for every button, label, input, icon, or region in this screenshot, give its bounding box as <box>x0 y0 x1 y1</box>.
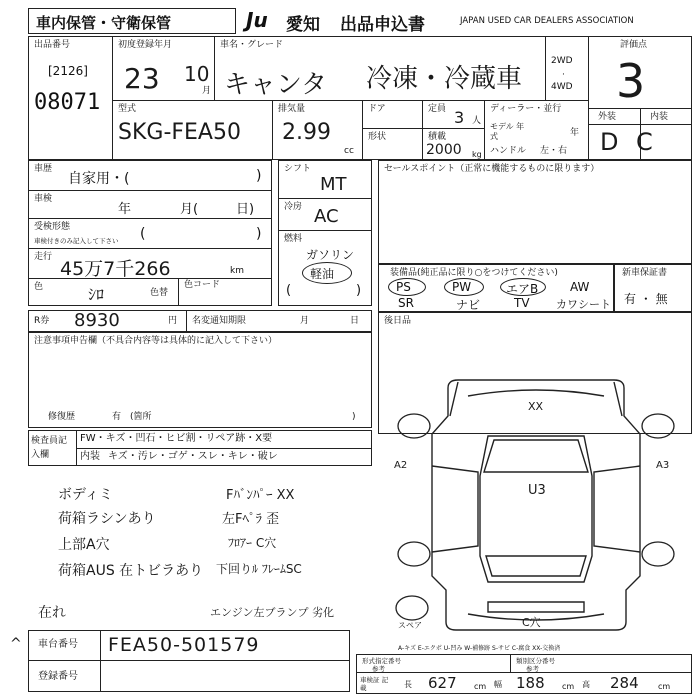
registration-label: 初度登録年月 <box>118 40 173 50</box>
repair-place-close: ) <box>352 412 356 422</box>
handle-label: ハンドル <box>490 146 527 156</box>
hw-note-1: ボディミ <box>58 487 113 503</box>
association-name: JAPAN USED CAR DEALERS ASSOCIATION <box>460 16 634 26</box>
color-change-label: 色替 <box>150 288 169 298</box>
chassis-value: FEA50-501579 <box>108 634 260 656</box>
model-value: SKG-FEA50 <box>118 120 241 145</box>
spec-ref: 参考 <box>372 665 385 673</box>
mark-c-hole: C穴 <box>522 616 541 629</box>
color-code-label: 色コード <box>184 280 221 290</box>
form-title: 出品申込書 <box>340 15 425 35</box>
notes-box <box>28 332 372 428</box>
color-value: ｼﾛ <box>88 285 105 304</box>
equipment-label: 装備品(純正品に限り○をつけてください) <box>390 268 558 278</box>
chassis-label: 車台番号 <box>38 639 78 650</box>
vehicle-diagram <box>378 376 692 646</box>
drive-2wd: 2WD <box>551 56 573 66</box>
spare-tire <box>396 596 428 620</box>
aircon-label: 冷房 <box>284 202 303 212</box>
fuel-paren-right: ) <box>356 283 362 298</box>
shift-value: MT <box>320 174 347 195</box>
front-bumper <box>468 390 604 396</box>
windshield <box>484 440 588 472</box>
inspector-row2-label: 内装 <box>80 451 100 462</box>
wheel-front-right <box>642 414 674 438</box>
fuel-selected: 軽油 <box>310 267 335 281</box>
notice-month: 月 <box>300 316 310 326</box>
right-door <box>594 466 640 552</box>
inspection-year: 年 <box>118 202 132 217</box>
car-grade-value: 冷凍・冷蔵車 <box>366 64 523 94</box>
registration-month: 10 <box>184 62 210 86</box>
notice-label: 名変通知期限 <box>192 316 247 326</box>
repair-place-label: (箇所 <box>130 412 152 422</box>
equip-seat: カワシート <box>556 298 611 311</box>
history-value: 自家用・( <box>68 171 130 187</box>
exterior-grade: D <box>600 128 619 156</box>
equip-pw: PW <box>452 280 472 294</box>
notes-label: 注意事項申告欄（不具合内容等は具体的に記入して下さい） <box>34 336 278 346</box>
registration-month-unit: 月 <box>202 86 212 96</box>
recycle-unit: 円 <box>168 316 178 326</box>
class-ref: 参考 <box>526 665 539 673</box>
evaluation-score: 3 <box>616 54 646 108</box>
handle-options: 左・右 <box>540 146 568 156</box>
equip-aw: AW <box>570 280 590 294</box>
width-value: 188 <box>516 674 545 692</box>
interior-grade: C <box>636 128 653 156</box>
receiving-label: 受検形態 <box>34 222 71 232</box>
width-unit: cm <box>562 682 575 691</box>
fuel-label: 燃料 <box>284 234 303 244</box>
margin-mark: ^ <box>10 636 22 652</box>
height-label: 高 <box>582 680 590 689</box>
hw-note-3: 上部A穴 <box>58 537 110 553</box>
receiving-note: 車検付きのみ記入して下さい <box>34 237 119 245</box>
mark-u3: U3 <box>528 483 546 498</box>
plate-label: 登録番号 <box>38 671 78 682</box>
capacity-value: 3 <box>454 108 465 127</box>
load-label: 積載 <box>428 132 447 142</box>
class-label: 類別区分番号 <box>516 657 555 665</box>
inspector-label: 検査員記入欄 <box>31 436 68 460</box>
inspector-row1: FW・キズ・凹石・ヒビ割・リペア跡・X要 <box>80 433 273 444</box>
shape-label: 形状 <box>368 132 387 142</box>
cabin-outline <box>480 436 592 582</box>
model-year-label: モデル 年式 <box>490 122 525 141</box>
dealer-label: ディーラー・並行 <box>490 104 562 114</box>
mark-xx: XX <box>528 400 544 413</box>
shift-label: シフト <box>284 164 312 174</box>
exterior-label: 外装 <box>598 112 617 122</box>
repair-value: 有 <box>112 412 122 422</box>
hw-note-10: エンジン左ブランプ 劣化 <box>210 606 334 619</box>
history-paren-close: ) <box>256 168 262 184</box>
model-year-unit: 年 <box>570 128 580 138</box>
equip-ps: PS <box>396 280 411 294</box>
mark-a2: A2 <box>394 460 408 471</box>
evaluation-label: 評価点 <box>620 40 648 50</box>
hw-note-2: 荷箱ラシンあり <box>58 511 156 527</box>
car-name-value: キャンタ <box>224 70 327 100</box>
fuel-paren-left: ( <box>286 283 292 298</box>
capacity-unit: 人 <box>472 116 482 126</box>
fuel-value: ガソリン <box>306 248 355 262</box>
lot-number: 08071 <box>34 90 101 115</box>
org-name: 愛知 <box>286 15 320 35</box>
mileage-value: 45万7千266 <box>60 258 171 280</box>
repair-label: 修復歴 <box>48 412 76 422</box>
capacity-label: 定員 <box>428 104 447 114</box>
load-value: 2000 <box>426 142 462 158</box>
lot-code: [2126] <box>48 64 88 78</box>
spec-label: 形式指定番号 <box>362 657 401 665</box>
mark-a3: A3 <box>656 460 670 471</box>
equip-navi: ナビ <box>456 298 481 312</box>
aircon-value: AC <box>314 206 339 227</box>
car-name-label: 車名・グレード <box>220 40 284 50</box>
receiving-paren: ( <box>140 226 146 242</box>
color-label: 色 <box>34 282 44 292</box>
left-door <box>432 466 478 552</box>
diagram-legend: A-キズ E-エクボ U-凹み W-補修跡 S-サビ C-腐食 XX-交換済 <box>398 645 561 652</box>
recycle-label: R券 <box>34 316 50 326</box>
interior-label: 内装 <box>650 112 669 122</box>
wheel-front-left <box>398 414 430 438</box>
lot-label: 出品番号 <box>34 40 71 50</box>
hw-note-7: ﾌﾛｱｰ C穴 <box>228 536 277 550</box>
warranty-label: 新車保証書 <box>622 268 668 278</box>
load-unit: kg <box>472 150 482 159</box>
length-value: 627 <box>428 674 457 692</box>
cert-label: 車検証 記載 <box>360 676 389 692</box>
inspection-day: 日) <box>236 202 255 217</box>
hw-note-5: Fﾊﾞﾝﾊﾟｰ XX <box>226 488 295 503</box>
equip-tv: TV <box>514 296 530 310</box>
length-unit: cm <box>474 682 487 691</box>
hood-left <box>450 382 458 416</box>
drive-separator: · <box>562 70 565 80</box>
hw-note-8: 下回りﾙ ﾌﾚｰﾑSC <box>216 562 302 576</box>
displacement-value: 2.99 <box>282 120 331 145</box>
sales-point-label: セールスポイント（正常に機能するものに限ります） <box>384 164 600 174</box>
rear-window <box>486 556 586 576</box>
hw-note-6: 左Fﾍﾟﾗ 歪 <box>222 512 280 527</box>
sales-point-box <box>378 160 692 264</box>
spare-label: スペア <box>398 621 422 630</box>
history-box <box>28 160 272 306</box>
body-outline <box>432 380 640 630</box>
wheel-rear-left <box>398 542 430 566</box>
hw-note-4: 荷箱AUS 在トビラあり <box>58 563 204 579</box>
logo-mark: Ju <box>246 8 268 32</box>
mileage-label: 走行 <box>34 252 53 262</box>
rear-step <box>488 602 584 612</box>
inspection-month: 月( <box>180 202 199 217</box>
registration-year: 23 <box>124 62 160 95</box>
width-label: 幅 <box>494 680 502 689</box>
length-label: 長 <box>404 680 412 689</box>
postscript-label: 後日品 <box>384 316 412 326</box>
receiving-close: ) <box>256 226 262 242</box>
model-label: 型式 <box>118 104 137 114</box>
notice-day: 日 <box>350 316 360 326</box>
height-unit: cm <box>658 682 671 691</box>
inspector-row2: キズ・汚レ・ゴゲ・スレ・キレ・破レ <box>108 451 278 462</box>
hood-right <box>614 382 622 416</box>
storage-title: 車内保管・守衛保管 <box>36 14 172 32</box>
inspection-label: 車検 <box>34 194 53 204</box>
wheel-rear-right <box>642 542 674 566</box>
history-label: 車歴 <box>34 164 53 174</box>
equip-airbag: エアB <box>506 282 539 296</box>
displacement-unit: cc <box>344 146 354 156</box>
warranty-options: 有 ・ 無 <box>624 292 668 306</box>
equip-sr: SR <box>398 296 414 310</box>
hw-note-9: 在れ <box>38 605 66 621</box>
mileage-unit: km <box>230 266 244 276</box>
door-label: ドア <box>368 104 386 114</box>
drive-4wd: 4WD <box>551 82 573 92</box>
displacement-label: 排気量 <box>278 104 306 114</box>
height-value: 284 <box>610 674 639 692</box>
recycle-value: 8930 <box>74 310 120 331</box>
